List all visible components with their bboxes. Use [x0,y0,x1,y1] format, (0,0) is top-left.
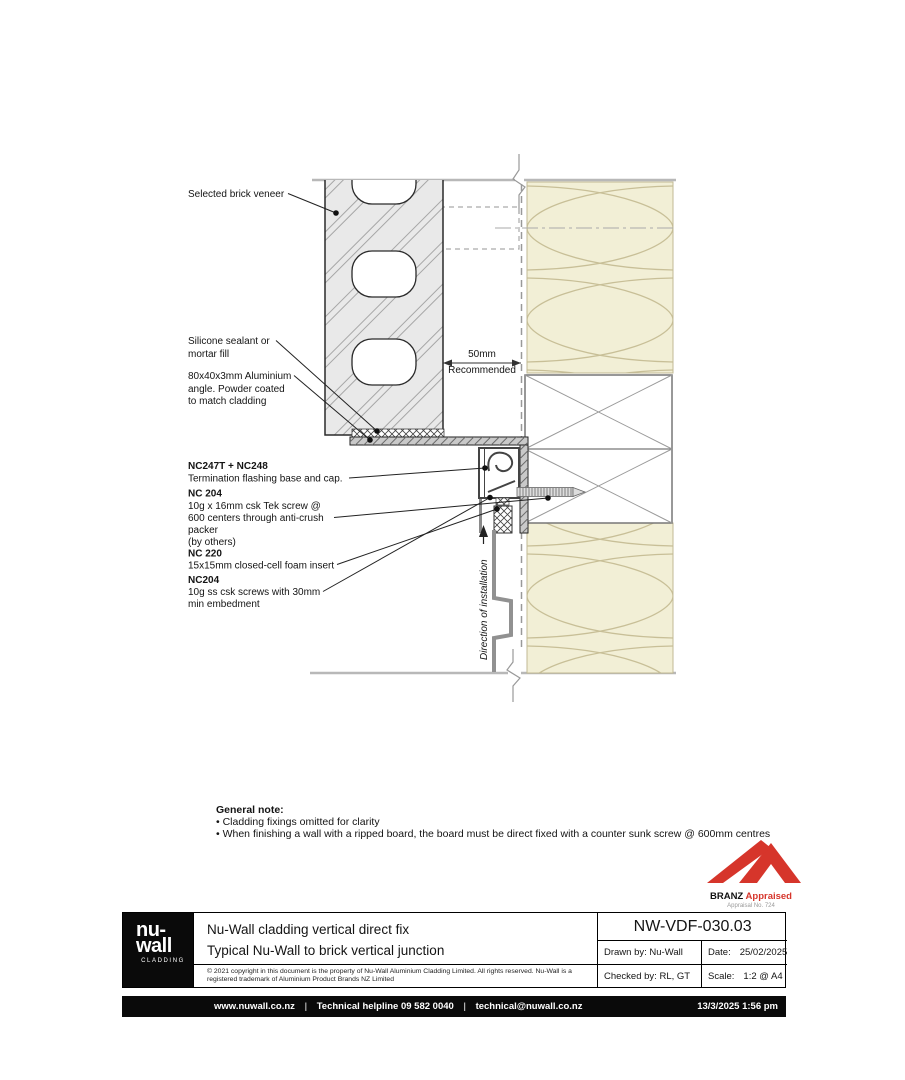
label-foam-title: NC 220 [188,548,222,560]
cladding-profile [494,530,511,672]
label-flashing-desc: Termination flashing base and cap. [188,473,343,485]
footer-separator: | [304,1001,308,1012]
diagram-labels [188,189,343,610]
label-tek-desc-2: 600 centers through anti-crush [188,513,324,524]
break-symbol-top [513,154,525,214]
brick-cores [352,158,416,385]
sheet-title: Nu-Wall cladding vertical direct fix [207,922,410,937]
general-note-title: General note: [216,804,284,816]
branz-logo-icon [701,839,801,885]
title-block [122,912,786,988]
direction-of-installation [479,525,490,660]
tek-screw [517,488,585,497]
title-block-meta [598,913,787,987]
label-screws-title: NC204 [188,575,220,586]
checked-by-cell: Checked by: RL, GT [598,965,702,987]
break-symbol-bottom [507,649,520,702]
label-tek-title: NC 204 [188,488,222,500]
label-brick-veneer: Selected brick veneer [188,189,285,200]
footer-timestamp: 13/3/2025 1:56 pm [697,1001,778,1012]
footer-separator: | [463,1001,466,1012]
general-note-bullet: • Cladding fixings omitted for clarity [216,816,380,828]
label-screws-desc-2: min embedment [188,599,260,610]
branz-appraisal-number: Appraisal No. 724 [727,903,775,909]
label-foam-desc: 15x15mm closed-cell foam insert [188,560,335,572]
label-angle-3: to match cladding [188,396,267,407]
brick-veneer [325,158,443,435]
label-sealant-2: mortar fill [188,349,230,360]
dimension-note: Recommended [448,365,516,376]
label-screws-desc-1: 10g ss csk screws with 30mm [188,587,321,598]
nuwall-logo-tagline: CLADDING [141,958,185,964]
label-angle-1: 80x40x3mm Aluminium [188,371,292,382]
scale-value: 1:2 @ A4 [743,970,783,982]
branz-brand: BRANZ [709,891,744,902]
scale-cell: Scale: 1:2 @ A4 [708,970,783,982]
label-tek-desc-4: (by others) [188,537,236,548]
timber-framing [525,375,672,523]
footer-helpline: Technical helpline 09 582 0040 [316,1001,454,1012]
dimension-value: 50mm [468,349,496,360]
drawn-by-cell: Drawn by: Nu-Wall [598,941,702,964]
label-tek-desc-3: packer [188,525,219,536]
footer-email: technical@nuwall.co.nz [475,1001,583,1012]
checked-by-value: RL, GT [659,970,691,982]
label-flashing-title: NC247T + NC248 [188,461,268,472]
footer-website: www.nuwall.co.nz [214,1001,295,1012]
drawing-number: NW-VDF-030.03 [598,913,787,941]
title-block-titles [193,913,598,987]
general-note [216,804,816,840]
branz-appraised-logo [701,839,801,909]
nuwall-logo [123,913,193,987]
date-value: 25/02/2025 [739,947,788,958]
copyright-notice: © 2021 copyright in this document is the property of Nu-Wall Aluminium Cladding Limited. All rights reserved. Nu-Wall is a registered trademark of Aluminium Product Brands NZ Limited [194,964,597,987]
label-angle-2: angle. Powder coated [188,384,285,395]
nuwall-logo-line2: wall [136,935,172,957]
sheet-subtitle: Typical Nu-Wall to brick vertical junction [207,943,445,958]
label-tek-desc-1: 10g x 16mm csk Tek screw @ [188,501,321,512]
footer-bar [122,996,786,1017]
drawn-by-value: Nu-Wall [649,947,683,958]
direction-label: Direction of installation [479,559,490,660]
date-cell: Date: 25/02/2025 [708,947,788,958]
general-note-bullet: • When finishing a wall with a ripped board, the board must be direct fixed with a counter sunk screw @ 600mm centres [216,827,771,840]
label-sealant-1: Silicone sealant or [188,336,270,347]
nuwall-logo-line1: nu- [136,919,166,941]
dimension-50mm [443,349,521,376]
footer-contact-line [214,1001,582,1012]
branz-appraised-label: Appraised [745,891,792,902]
